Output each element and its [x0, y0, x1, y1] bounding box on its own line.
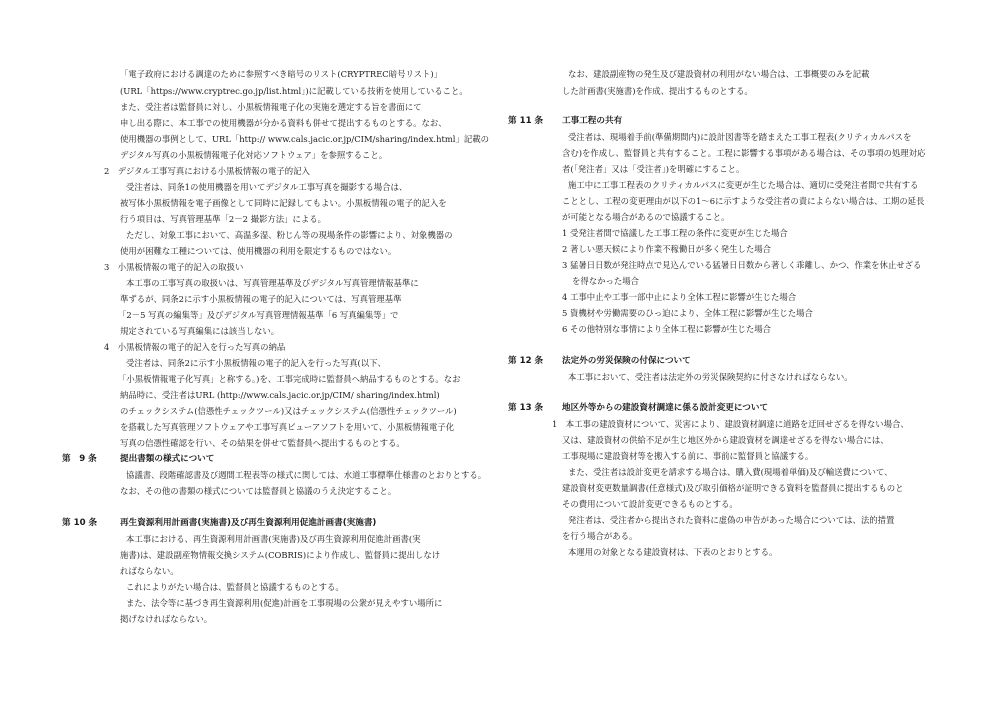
item-3-line: 本工事の工事写真の取扱いは、写真管理基準及びデジタル写真管理情報基準に — [126, 278, 419, 288]
article-10-line: 掲げなければならない。 — [120, 614, 213, 624]
right-column — [500, 0, 960, 706]
intro-line: 申し出る際に、本工事での使用機器が分かる資料も併せて提出するものとする。なお、 — [120, 118, 447, 128]
article-13-line: その費用について設計変更できるものとする。 — [562, 499, 738, 509]
item-4-line: 「小黒板情報電子化写真」と称する。)を、工事完成時に監督員へ納品するものとする。なお — [118, 374, 461, 384]
item-4-line: のチェックシステム(信憑性チェックツール)又はチェックシステム(信憑性チェックツール) — [120, 406, 457, 416]
article-13-title: 地区外等からの建設資材調達に係る設計変更について — [562, 403, 769, 413]
article-13-line: 本運用の対象となる建設資材は、下表のとおりとする。 — [568, 547, 778, 557]
article-11-line: を得なかった場合 — [572, 276, 639, 286]
intro-line: また、受注者は監督員に対し、小黒板情報電子化の実施を選定する旨を書面にて — [120, 102, 422, 112]
article-10-line: ればならない。 — [120, 566, 179, 576]
article-11-line: 6 その他特別な事情により全体工程に影響が生じた場合 — [562, 324, 771, 334]
article-11-line: 施工中に工事工程表のクリティカルパスに変更が生じた場合は、適切に受発注者間で共有する — [568, 180, 919, 190]
item-4-line: 納品時に、受注者はURL (http://www.cals.jacic.or.jp/CIM/ sharing/index.html) — [120, 390, 440, 400]
item-2-line: ただし、対象工事において、高温多湿、粉じん等の現場条件の影響により、対象機器の — [126, 230, 453, 240]
article-10-line: 本工事における、再生資源利用計画書(実施書)及び再生資源利用促進計画書(実 — [126, 534, 421, 544]
article-13-line: を行う場合がある。 — [562, 531, 638, 541]
article-12-title: 法定外の労災保険の付保について — [562, 356, 691, 366]
item-3-line: 規定されている写真編集には該当しない。 — [120, 326, 280, 336]
intro-line: デジタル写真の小黒板情報電子化対応ソフトウェア」を参照すること。 — [120, 150, 388, 160]
intro-line: した計画書(実施書)を作成、提出するものとする。 — [562, 86, 753, 96]
article-10-title: 再生資源利用計画書(実施書)及び再生資源利用促進計画書(実施書) — [120, 518, 377, 528]
item-2-line: 被写体小黒板情報を電子画像として同時に記録してもよい。小黒板情報の電子的記入を — [120, 198, 447, 208]
article-11-line: 4 工事中止や工事一部中止により全体工程に影響が生じた場合 — [562, 292, 797, 302]
article-11-line: が可能となる場合があるので協議すること。 — [562, 212, 730, 222]
article-10-line: また、法令等に基づき再生資源利用(促進)計画を工事現場の公衆が見えやすい場所に — [126, 598, 443, 608]
article-9-number: 第 9 条 — [62, 454, 97, 464]
article-11-number: 第 11 条 — [508, 116, 544, 126]
intro-line: なお、建設副産物の発生及び建設資材の利用がない場合は、工事概要のみを記載 — [568, 69, 870, 79]
item-3-line: 「2－5 写真の編集等」及びデジタル写真管理情報基準「6 写真編集等」で — [118, 310, 399, 320]
article-11-line: 者(「発注者」又は「受注者」)を明確にすること。 — [562, 164, 745, 174]
article-11-line: 含む)を作成し、監督員と共有すること。工程に影響する事項がある場合は、その事項の処理対応 — [562, 148, 926, 158]
article-11-title: 工事工程の共有 — [562, 116, 623, 126]
article-11-line: こととし、工程の変更理由が以下の1～6に示すような受注者の責によらない場合は、工期の延長 — [562, 196, 925, 206]
item-4-line: 写真の信憑性確認を行い、その結果を併せて監督員へ提出するものとする。 — [120, 438, 405, 448]
item-2-line: 使用が困難な工種については、使用機器の利用を限定するものではない。 — [120, 246, 397, 256]
item-3-title: 3 小黒板情報の電子的記入の取扱い — [104, 262, 244, 272]
item-4-line: を搭載した写真管理ソフトウェアや工事写真ビューアソフトを用いて、小黒板情報電子化 — [120, 422, 455, 432]
intro-line: (URL「https://www.cryptrec.go.jp/list.html」)に記載している技術を使用していること。 — [120, 86, 468, 96]
article-10-line: これによりがたい場合は、監督員と協議するものとする。 — [126, 582, 344, 592]
intro-line: 「電子政府における調達のために参照すべき暗号のリスト(CRYPTREC暗号リスト)」 — [120, 69, 443, 79]
item-2-line: 受注者は、同条1の使用機器を用いてデジタル工事写真を撮影する場合は、 — [126, 182, 408, 192]
article-13-line: 発注者は、受注者から提出された資料に虚偽の申告があった場合については、法的措置 — [568, 515, 895, 525]
article-12-line: 本工事において、受注者は法定外の労災保険契約に付さなければならない。 — [568, 372, 853, 382]
article-10-line: 施書)は、建設副産物情報交換システム(COBRIS)により作成し、監督員に提出しなけ — [120, 550, 441, 560]
item-4-line: 受注者は、同条2に示す小黒板情報の電子的記入を行った写真(以下、 — [126, 358, 386, 368]
item-4-title: 4 小黒板情報の電子的記入を行った写真の納品 — [104, 342, 286, 352]
item-2-title: 2 デジタル工事写真における小黒板情報の電子的記入 — [104, 166, 310, 176]
article-13-line: 工事現場に建設資材等を搬入する前に、事前に監督員と協議する。 — [562, 451, 814, 461]
article-13-line: 1 本工事の建設資材について、災害により、建設資材調達に道路を迂回せざるを得ない場合、 — [552, 419, 909, 429]
article-13-line: また、受注者は設計変更を請求する場合は、購入費(現場着単価)及び輸送費について、 — [568, 467, 893, 477]
article-11-line: 5 資機材や労働需要のひっ迫により、全体工程に影響が生じた場合 — [562, 308, 813, 318]
article-9-line: なお、その他の書類の様式については監督員と協議のうえ決定すること。 — [120, 486, 397, 496]
article-9-title: 提出書類の様式について — [120, 454, 215, 464]
article-11-line: 2 著しい悪天候により作業不稼働日が多く発生した場合 — [562, 244, 771, 254]
item-3-line: 準ずるが、同条2に示す小黒板情報の電子的記入については、写真管理基準 — [120, 294, 402, 304]
article-9-line: 協議書、段階確認書及び週間工程表等の様式に関しては、水道工事標準仕様書のとおりとする。 — [126, 470, 487, 480]
article-11-line: 1 受発注者間で協議した工事工程の条件に変更が生じた場合 — [562, 228, 788, 238]
item-2-line: 行う項目は、写真管理基準「2－2 撮影方法」による。 — [120, 214, 326, 224]
article-13-number: 第 13 条 — [508, 403, 544, 413]
article-11-line: 3 猛暑日日数が発注時点で見込んでいる猛暑日日数から著しく乖離し、かつ、作業を休止せざる — [562, 260, 922, 270]
article-10-number: 第 10 条 — [62, 518, 98, 528]
article-12-number: 第 12 条 — [508, 356, 544, 366]
article-13-line: 建設資材変更数量調書(任意様式)及び取引価格が証明できる資料を監督員に提出するものと — [562, 483, 904, 493]
intro-line: 使用機器の事例として、URL「http:// www.cals.jacic.or.jp/CIM/sharing/index.html」記載の — [120, 134, 489, 144]
article-13-line: 又は、建設資材の供給不足が生じ地区外から建設資材を調達せざるを得ない場合には、 — [562, 435, 889, 445]
article-11-line: 受注者は、現場着手前(準備期間内)に設計図書等を踏まえた工事工程表(クリティカルパスを — [568, 132, 912, 142]
